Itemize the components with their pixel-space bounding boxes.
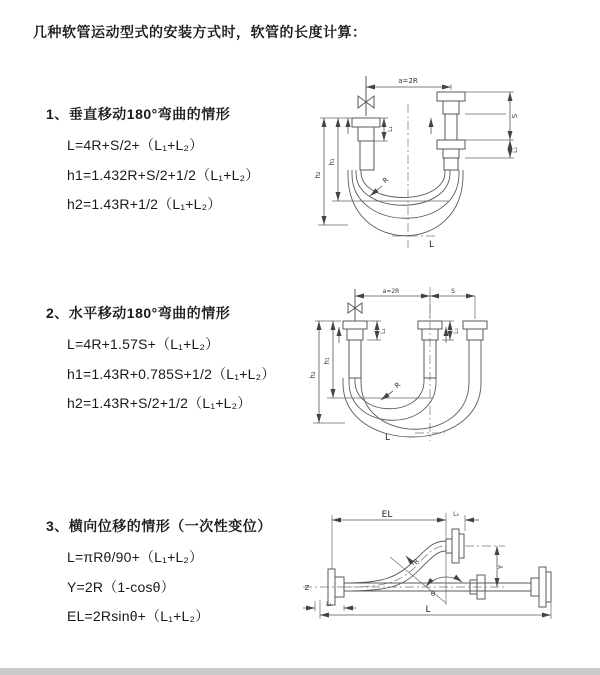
dim-h1-label: h₁ xyxy=(328,158,336,166)
braided-hose xyxy=(349,340,361,378)
dim-l1 xyxy=(374,118,394,141)
section-2-formulas xyxy=(67,330,275,419)
flange-hub xyxy=(443,101,459,114)
dim-l2 xyxy=(442,321,460,340)
dim-l1 xyxy=(367,321,387,340)
radius-label: R xyxy=(411,557,422,567)
dim-h2-label: h₂ xyxy=(314,171,322,179)
dim-h1-label: h₁ xyxy=(323,357,331,365)
formula-line: h1=1.432R+S/2+1/2（L₁+L₂） xyxy=(67,166,260,183)
right-pipe xyxy=(437,92,465,170)
page-title: 几种软管运动型式的安装方式时，软管的长度计算： xyxy=(33,24,367,40)
dim-l2-label: L₂ xyxy=(512,147,519,153)
dim-l1-label: L₁ xyxy=(380,328,387,334)
footer-bar xyxy=(0,668,600,675)
dim-heights xyxy=(314,118,448,225)
radius-callout xyxy=(370,176,390,196)
dim-length xyxy=(320,600,551,619)
left-pipe xyxy=(343,289,367,378)
braided-hose xyxy=(360,141,374,170)
dim-l1-label: L₁ xyxy=(326,601,332,608)
formula-line: EL=2Rsinθ+（L₁+L₂） xyxy=(67,608,210,624)
dim-l1 xyxy=(303,601,356,611)
flange-hub xyxy=(443,149,459,158)
angle-construction xyxy=(390,557,462,603)
formula-line: L=4R+S/2+（L₁+L₂） xyxy=(67,137,204,153)
formula-line: h1=1.43R+0.785S+1/2（L₁+L₂） xyxy=(67,365,276,382)
formula-line: Y=2R（1-cosθ） xyxy=(67,578,175,595)
length-label: L xyxy=(429,240,435,250)
radius-label: R xyxy=(381,175,391,186)
formula-line: h2=1.43R+S/2+1/2（L₁+L₂） xyxy=(67,395,252,411)
flange-hub xyxy=(347,329,363,340)
section-1-heading: 1、垂直移动180°弯曲的情形 xyxy=(46,106,231,122)
right-flange xyxy=(539,567,546,607)
section-3-heading: 3、横向位移的情形（一次性变位） xyxy=(46,518,272,534)
dim-l2 xyxy=(453,511,479,531)
dim-offset-label: S xyxy=(451,288,455,295)
radius-callout xyxy=(406,556,421,566)
dim-s-l2 xyxy=(465,92,519,158)
length-label: L xyxy=(385,433,391,443)
hose-curves xyxy=(343,340,481,437)
dim-width xyxy=(355,288,475,319)
dim-width-label: a=2R xyxy=(382,288,400,295)
radius-label: R xyxy=(393,380,403,391)
flange-hub xyxy=(467,329,483,340)
section-1-formulas xyxy=(67,131,259,220)
flange xyxy=(437,92,465,101)
formula-line: L=4R+1.57S+（L₁+L₂） xyxy=(67,336,220,352)
dim-width-label: a=2R xyxy=(398,77,418,85)
braided-hose xyxy=(444,158,458,170)
left-pipe xyxy=(352,76,380,170)
section-2-heading: 2、水平移动180°弯曲的情形 xyxy=(46,305,231,321)
dim-y-label: Y xyxy=(497,564,505,570)
dim-s-label: S xyxy=(511,113,519,119)
diagram-lateral-displacement xyxy=(295,505,600,645)
flange xyxy=(463,321,487,329)
hose-curves xyxy=(348,170,463,236)
formula-line: h2=1.43R+1/2（L₁+L₂） xyxy=(67,196,222,212)
dim-l2-label: L₂ xyxy=(453,328,460,334)
dim-l1-label: L₁ xyxy=(387,126,394,132)
dim-heights xyxy=(309,321,433,423)
theta-label: θ xyxy=(430,590,436,598)
dim-length-label: L xyxy=(425,605,431,615)
upper-flange xyxy=(446,529,464,563)
flange xyxy=(343,321,367,329)
section-3-formulas xyxy=(67,543,209,632)
dim-width xyxy=(366,77,451,90)
flange xyxy=(437,140,465,149)
flange xyxy=(352,118,380,127)
dim-el-label: EL xyxy=(381,510,393,520)
diagram-horizontal-bend xyxy=(303,283,538,445)
flange-hub xyxy=(358,127,374,141)
diagram-vertical-bend xyxy=(308,70,538,255)
z-mark: Z xyxy=(304,584,310,592)
right-pipe xyxy=(463,321,487,340)
dim-l2-label: L₂ xyxy=(453,511,459,518)
dim-h2-label: h₂ xyxy=(309,371,317,379)
formula-line: L=πRθ/90+（L₁+L₂） xyxy=(67,549,204,565)
radius-callout xyxy=(381,381,402,400)
